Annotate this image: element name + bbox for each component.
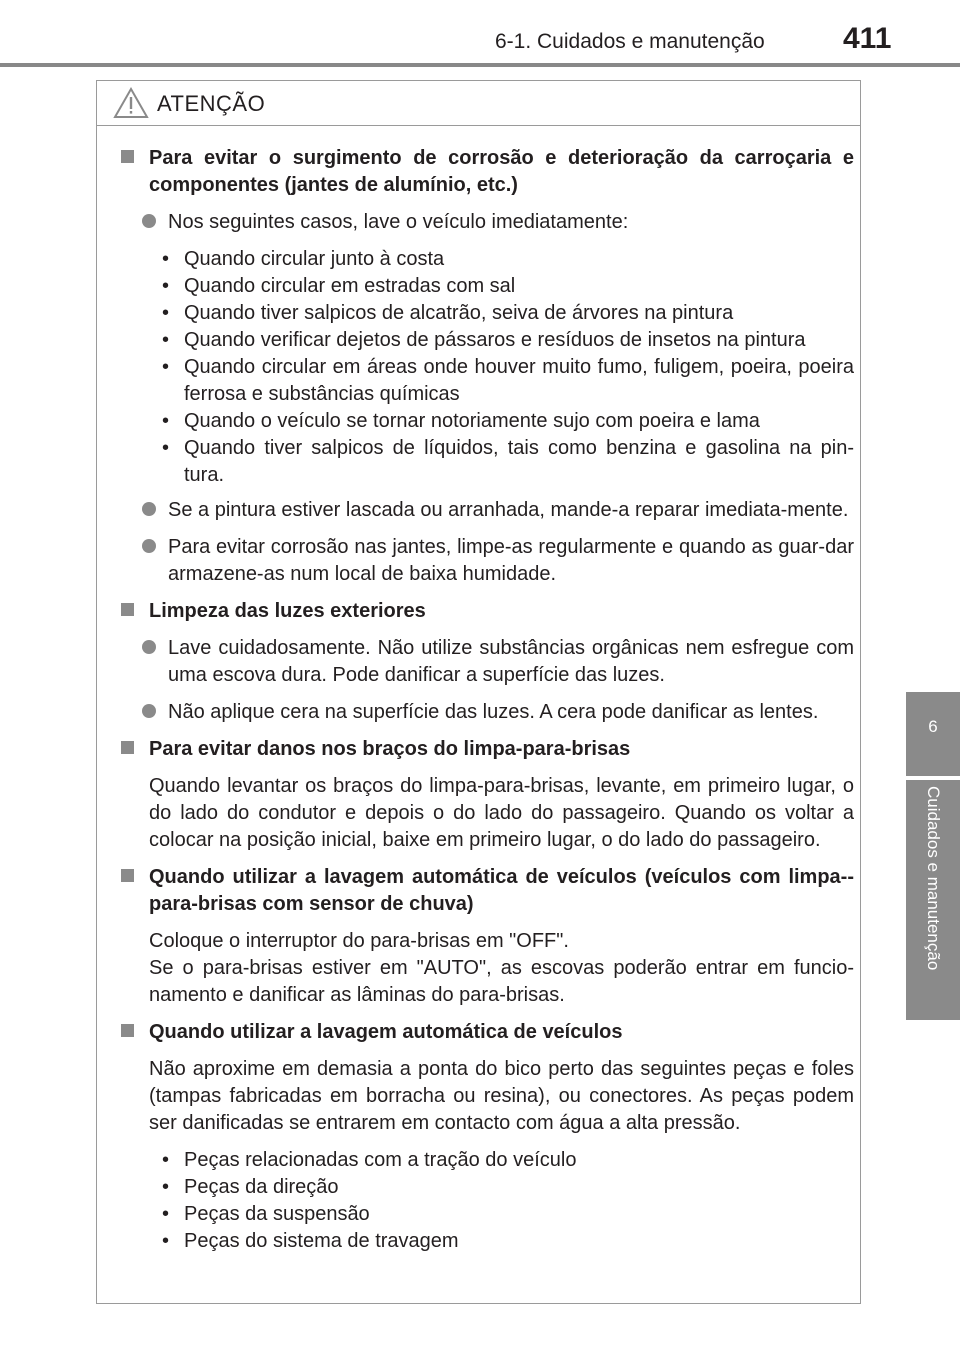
list-item: •Quando circular junto à costa — [121, 246, 854, 273]
circle-item: Lave cuidadosamente. Não utilize substâncias orgânicas nem esfregue com uma escova dura. Pode danificar a superfície das luzes. — [121, 635, 854, 689]
section-heading: Para evitar o surgimento de corrosão e deterioração da carroçaria e componentes (jantes de alumínio, etc.) — [121, 145, 854, 199]
bullet-list — [121, 1147, 854, 1255]
list-item: •Peças da suspensão — [121, 1201, 854, 1228]
list-item: •Quando tiver salpicos de líquidos, tais como benzina e gasolina na pin-tura. — [121, 435, 854, 489]
circle-item: Não aplique cera na superfície das luzes. A cera pode danificar as lentes. — [121, 699, 854, 726]
warning-triangle-icon — [113, 87, 149, 119]
chapter-tab: 6 — [906, 692, 960, 776]
warning-box — [96, 80, 861, 1304]
circle-item: Nos seguintes casos, lave o veículo imediatamente: — [121, 209, 854, 236]
list-item: •Peças relacionadas com a tração do veículo — [121, 1147, 854, 1174]
list-item: •Quando circular em estradas com sal — [121, 273, 854, 300]
header-section-title: 6-1. Cuidados e manutenção — [495, 30, 765, 53]
circle-bullet-icon — [142, 699, 168, 726]
bullet-list — [121, 246, 854, 489]
circle-bullet-icon — [142, 635, 168, 662]
chapter-title: Cuidados e manutenção — [924, 786, 943, 971]
list-item: •Quando o veículo se tornar notoriamente sujo com poeira e lama — [121, 408, 854, 435]
square-bullet-icon — [121, 736, 149, 763]
list-item: •Peças do sistema de travagem — [121, 1228, 854, 1255]
body-text: Quando levantar os braços do limpa-para-brisas, levante, em primeiro lugar, o do lado do condutor e depois o do lado do passageiro. Quando os voltar a colocar na posição inicial, baixe em primeiro lugar, o do lado do passageiro. — [149, 775, 854, 851]
circle-bullet-icon — [142, 534, 168, 561]
square-bullet-icon — [121, 598, 149, 625]
list-item: •Quando verificar dejetos de pássaros e resíduos de insetos na pintura — [121, 327, 854, 354]
list-item: •Quando circular em áreas onde houver muito fumo, fuligem, poeira, poeira ferrosa e substâncias químicas — [121, 354, 854, 408]
square-bullet-icon — [121, 145, 149, 172]
body-text: Não aproxime em demasia a ponta do bico perto das seguintes peças e foles (tampas fabricadas em borracha ou resina), ou conectores. As peças podem ser danificadas se entrarem em contacto com água a alta pressão. — [149, 1058, 854, 1134]
header-rule — [0, 63, 960, 67]
square-bullet-icon — [121, 864, 149, 891]
circle-item: Para evitar corrosão nas jantes, limpe-as regularmente e quando as guar-dar armazene-as num local de baixa humidade. — [121, 534, 854, 588]
body-text: Se o para-brisas estiver em "AUTO", as escovas poderão entrar em funcio-namento e danificar as lâminas do para-brisas. — [149, 957, 854, 1006]
body-text: Coloque o interruptor do para-brisas em "OFF". — [149, 930, 569, 952]
circle-bullet-icon — [142, 497, 168, 524]
page-number: 411 — [843, 22, 892, 55]
square-bullet-icon — [121, 1019, 149, 1046]
circle-bullet-icon — [142, 209, 168, 236]
section-heading: Quando utilizar a lavagem automática de veículos (veículos com limpa--para-brisas com sensor de chuva) — [121, 864, 854, 918]
list-item: •Peças da direção — [121, 1174, 854, 1201]
chapter-label-tab — [906, 780, 960, 1020]
warning-title: ATENÇÃO — [157, 91, 266, 116]
warning-content — [121, 145, 854, 1263]
list-item: •Quando tiver salpicos de alcatrão, seiva de árvores na pintura — [121, 300, 854, 327]
section-heading: Quando utilizar a lavagem automática de veículos — [121, 1019, 854, 1046]
warning-header — [97, 81, 860, 126]
section-heading: Limpeza das luzes exteriores — [121, 598, 854, 625]
circle-item: Se a pintura estiver lascada ou arranhada, mande-a reparar imediata-mente. — [121, 497, 854, 524]
section-heading: Para evitar danos nos braços do limpa-para-brisas — [121, 736, 854, 763]
